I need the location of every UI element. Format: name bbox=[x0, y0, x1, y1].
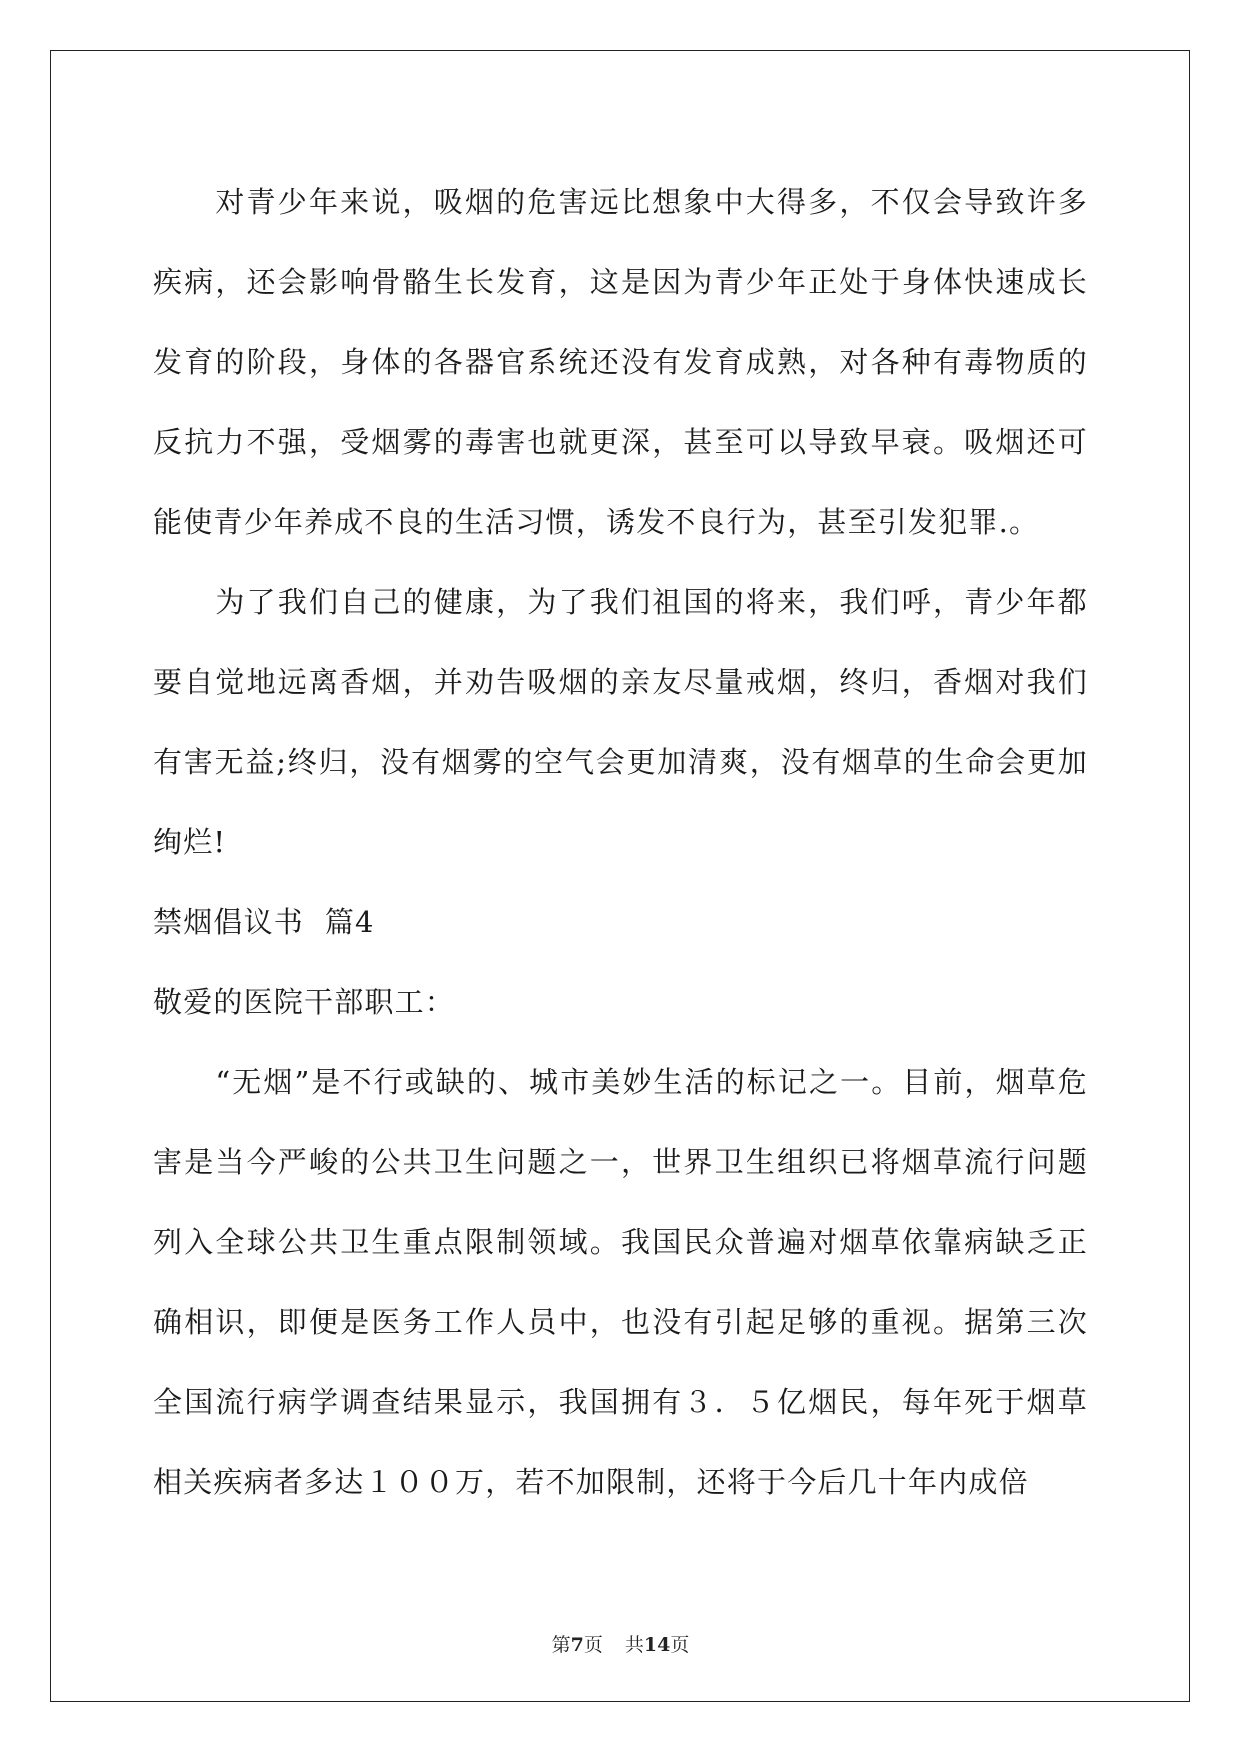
section-heading: 禁烟倡议书 篇4 bbox=[153, 905, 375, 939]
footer-page-suffix: 页 bbox=[583, 1634, 603, 1656]
current-page-number: 7 bbox=[570, 1634, 584, 1656]
total-pages-number: 14 bbox=[643, 1634, 671, 1656]
salutation: 敬爱的医院干部职工： bbox=[153, 985, 456, 1019]
footer-prefix: 第 bbox=[551, 1634, 571, 1656]
page-footer bbox=[0, 1630, 1241, 1657]
footer-total-suffix: 页 bbox=[670, 1634, 690, 1656]
paragraph-smoke-free: “无烟”是不行或缺的、城市美妙生活的标记之一。目前，烟草危害是当今严峻的公共卫生问题之一，世界卫生组织已将烟草流行问题列入全球公共卫生重点限制领域。我国民众普遍对烟草依靠病缺乏正确相识，即便是医务工作人员中，也没有引起足够的重视。据第三次全国流行病学调查结果显示，我国拥有３．５亿烟民，每年死于烟草相关疾病者多达１００万，若不加限制，还将于今后几十年内成倍 bbox=[153, 1065, 1088, 1499]
footer-total-prefix: 共 bbox=[624, 1634, 644, 1656]
document-body bbox=[153, 162, 1088, 1522]
paragraph-call-to-action: 为了我们自己的健康，为了我们祖国的将来，我们呼，青少年都要自觉地远离香烟，并劝告吸烟的亲友尽量戒烟，终归，香烟对我们有害无益;终归，没有烟雾的空气会更加清爽，没有烟草的生命会更加绚烂! bbox=[153, 585, 1088, 859]
paragraph-youth-harm: 对青少年来说，吸烟的危害远比想象中大得多，不仅会导致许多疾病，还会影响骨骼生长发育，这是因为青少年正处于身体快速成长发育的阶段，身体的各器官系统还没有发育成熟，对各种有毒物质的反抗力不强，受烟雾的毒害也就更深，甚至可以导致早衰。吸烟还可能使青少年养成不良的生活习惯，诱发不良行为，甚至引发犯罪.。 bbox=[153, 185, 1088, 539]
